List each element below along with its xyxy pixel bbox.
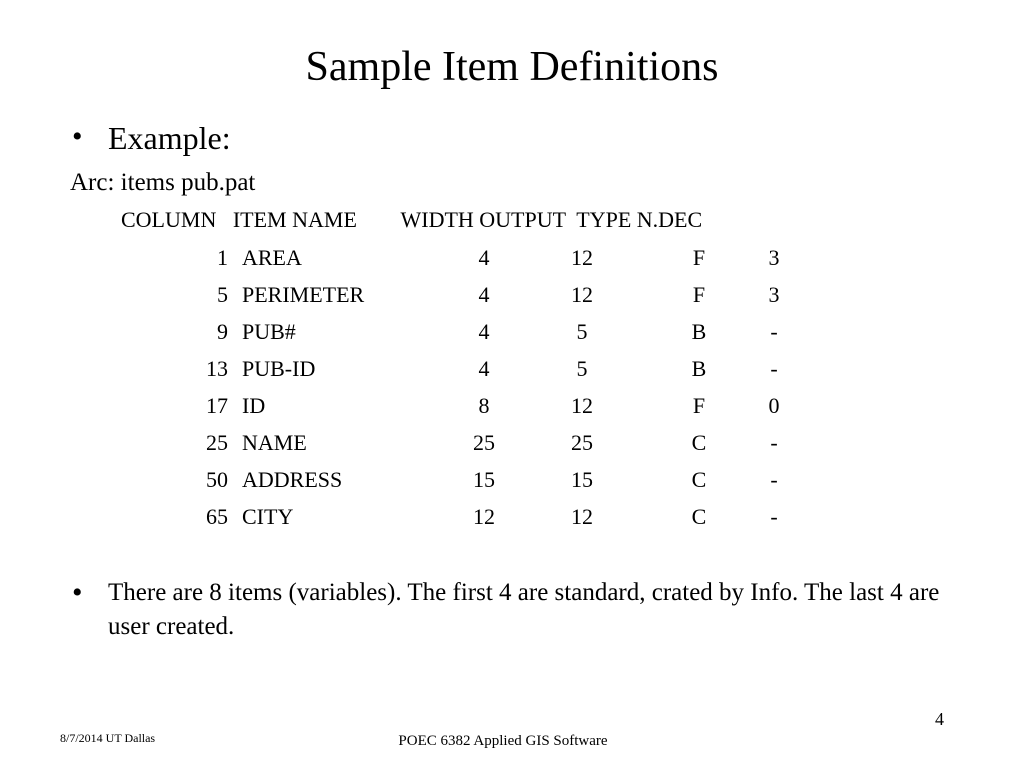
cell-output: 25 (571, 430, 593, 455)
cell-column: 5 (217, 282, 228, 307)
cell-width: 4 (478, 356, 490, 381)
table-header: COLUMN ITEM NAME WIDTH OUTPUT TYPE N.DEC (121, 207, 703, 232)
cell-output: 12 (571, 282, 593, 307)
bullet-marker: • (72, 120, 83, 153)
bullet-summary: There are 8 items (variables). The first 4 are standard, crated by Info. The last 4 are user created. (108, 579, 940, 640)
cell-width: 4 (478, 245, 490, 270)
cell-ndec: - (770, 430, 778, 455)
bullet-marker: • (72, 576, 83, 609)
command-line: Arc: items pub.pat (70, 169, 256, 196)
cell-column: 1 (217, 245, 228, 270)
cell-ndec: - (770, 356, 778, 381)
cell-item-name: NAME (242, 430, 307, 455)
cell-width: 8 (478, 393, 490, 418)
cell-column: 9 (217, 319, 228, 344)
cell-width: 25 (473, 430, 495, 455)
cell-column: 50 (206, 467, 228, 492)
cell-item-name: ID (242, 393, 266, 418)
cell-output: 12 (571, 504, 593, 529)
cell-item-name: AREA (242, 245, 302, 270)
cell-type: C (691, 467, 707, 492)
cell-column: 25 (206, 430, 228, 455)
cell-ndec: - (770, 467, 778, 492)
cell-output: 5 (576, 356, 588, 381)
cell-type: F (692, 393, 706, 418)
cell-output: 12 (571, 393, 593, 418)
cell-output: 5 (576, 319, 588, 344)
cell-type: C (691, 430, 707, 455)
cell-column: 17 (206, 393, 228, 418)
footer-course: POEC 6382 Applied GIS Software (398, 733, 608, 749)
cell-ndec: - (770, 319, 778, 344)
cell-ndec: 3 (768, 282, 780, 307)
cell-output: 12 (571, 245, 593, 270)
cell-width: 4 (478, 319, 490, 344)
cell-item-name: ADDRESS (242, 467, 343, 492)
cell-ndec: - (770, 504, 778, 529)
cell-item-name: PERIMETER (242, 282, 365, 307)
cell-ndec: 0 (768, 393, 780, 418)
cell-column: 13 (206, 356, 228, 381)
page-number: 4 (935, 709, 944, 729)
cell-output: 15 (571, 467, 593, 492)
cell-type: C (691, 504, 707, 529)
cell-item-name: PUB-ID (242, 356, 316, 381)
cell-column: 65 (206, 504, 228, 529)
cell-width: 12 (473, 504, 495, 529)
cell-item-name: PUB# (242, 319, 296, 344)
cell-type: F (692, 282, 706, 307)
cell-width: 15 (473, 467, 495, 492)
bullet-example: Example: (108, 120, 231, 156)
cell-width: 4 (478, 282, 490, 307)
cell-ndec: 3 (768, 245, 780, 270)
cell-item-name: CITY (242, 504, 294, 529)
cell-type: F (692, 245, 706, 270)
cell-type: B (691, 356, 707, 381)
slide-title: Sample Item Definitions (305, 44, 719, 90)
footer-date: 8/7/2014 UT Dallas (60, 731, 156, 745)
cell-type: B (691, 319, 707, 344)
